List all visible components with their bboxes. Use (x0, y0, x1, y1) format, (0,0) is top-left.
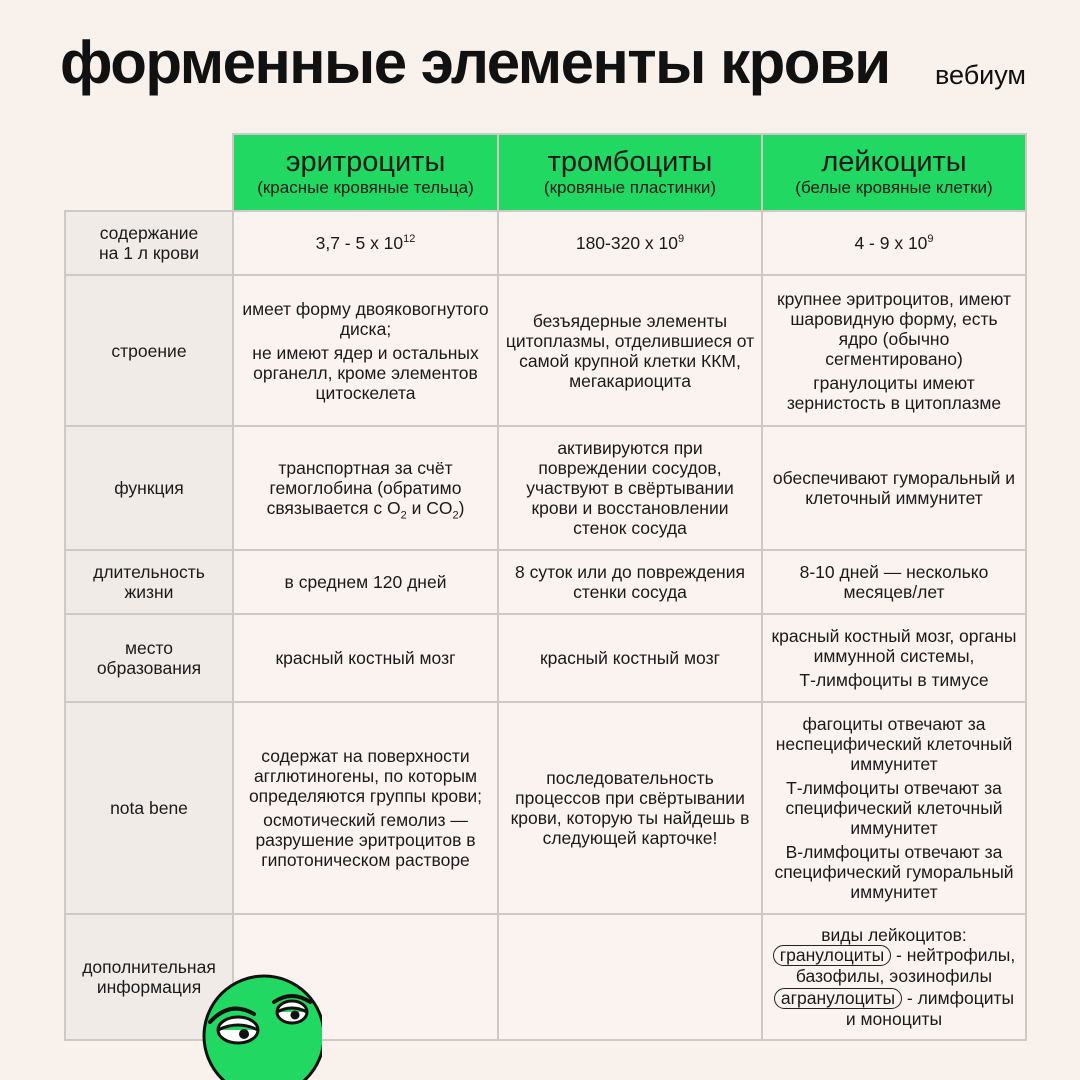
page-title: форменные элементы крови (60, 29, 890, 96)
cell-text: осмотический гемолиз — разрушение эритроцитов в гипотоническом растворе (255, 810, 476, 870)
row-label-line: содержание (99, 223, 199, 243)
agranulocytes-pill: агранулоциты (774, 988, 902, 1009)
mascot-face-icon (200, 972, 322, 1080)
cell-leu-origin (762, 614, 1026, 702)
subscript: 2 (452, 509, 459, 522)
cell-text: красный костный мозг, органы иммунной системы, (771, 626, 1017, 666)
cell-text: виды лейкоцитов: (821, 925, 967, 945)
cell-text: имеет форму двояковогнутого диска; (242, 298, 489, 339)
row-function (65, 426, 1026, 550)
cell-leu-notabene (762, 702, 1026, 914)
cell-thr-notabene: последовательность процессов при свёртывании крови, которую ты найдешь в следующей карточке! (498, 702, 762, 914)
cell-leu-extra (762, 914, 1026, 1040)
row-label-notabene: nota bene (65, 702, 233, 914)
cell-text: В-лимфоциты отвечают за специфический гуморальный иммунитет (774, 842, 1014, 902)
row-label-lifespan: длительность жизни (65, 550, 233, 614)
value-text: 3,7 - 5 x 10 (315, 233, 404, 253)
cell-thr-extra (498, 914, 762, 1040)
row-content (65, 211, 1026, 275)
cell-text: гранулоциты имеют зернистость в цитоплазме (786, 372, 1002, 413)
cell-text: безъядерные элементы цитоплазмы, отделившиеся от самой крупной клетки ККМ, мегакариоцита (505, 310, 755, 391)
row-structure (65, 275, 1026, 426)
cell-leu-lifespan: 8-10 дней — несколько месяцев/лет (762, 550, 1026, 614)
cell-thr-content (498, 211, 762, 275)
exponent: 12 (403, 233, 416, 246)
cell-thr-origin: красный костный мозг (498, 614, 762, 702)
table-corner (65, 134, 233, 211)
cell-text: Т-лимфоциты в тимусе (799, 670, 989, 690)
header-row (65, 134, 1026, 211)
row-notabene (65, 702, 1026, 914)
cell-text: ) (458, 498, 465, 518)
column-header-thrombocytes (498, 134, 762, 211)
subscript: 2 (400, 509, 407, 522)
cell-text: транспортная за счёт гемоглобина (обратимо связывается с O (266, 458, 462, 518)
cell-text: - лимфоциты и моноциты (845, 988, 1015, 1029)
column-title: лейкоциты (821, 146, 967, 178)
cell-leu-content (762, 211, 1026, 275)
cell-ery-lifespan: в среднем 120 дней (233, 550, 498, 614)
cell-ery-function (233, 426, 498, 550)
granulocytes-line (769, 945, 1019, 986)
brand-logo: вебиум (934, 60, 1026, 90)
cell-leu-function: обеспечивают гуморальный и клеточный иммунитет (762, 426, 1026, 550)
value-text: 180-320 x 10 (575, 233, 679, 253)
column-header-leukocytes (762, 134, 1026, 211)
row-label-content (65, 211, 233, 275)
column-subtitle: (красные кровяные тельца) (257, 178, 474, 197)
row-label-line: на 1 л крови (98, 243, 200, 263)
row-label-origin: место образования (65, 614, 233, 702)
cell-ery-structure (233, 275, 498, 426)
cell-text: содержат на поверхности агглютиногены, по которым определяются группы крови; (248, 746, 483, 806)
cell-thr-structure (498, 275, 762, 426)
blood-cells-table (64, 133, 1027, 1041)
row-origin (65, 614, 1026, 702)
agranulocytes-line (769, 988, 1019, 1029)
exponent: 9 (678, 233, 685, 246)
cell-ery-content (233, 211, 498, 275)
value-text: 4 - 9 x 10 (854, 233, 928, 253)
exponent: 9 (927, 233, 934, 246)
column-subtitle: (белые кровяные клетки) (795, 178, 993, 197)
cell-thr-lifespan: 8 суток или до повреждения стенки сосуда (498, 550, 762, 614)
row-lifespan (65, 550, 1026, 614)
granulocytes-pill: гранулоциты (773, 945, 891, 966)
row-label-structure: строение (65, 275, 233, 426)
column-header-erythrocytes (233, 134, 498, 211)
cell-text: фагоциты отвечают за неспецифический клеточный иммунитет (775, 714, 1013, 774)
cell-ery-notabene (233, 702, 498, 914)
cell-ery-origin: красный костный мозг (233, 614, 498, 702)
column-subtitle: (кровяные пластинки) (543, 178, 717, 197)
row-label-extra: дополнительная информация (65, 914, 233, 1040)
cell-text: Т-лимфоциты отвечают за специфический клеточный иммунитет (785, 778, 1003, 838)
cell-text: крупнее эритроцитов, имеют шаровидную форму, есть ядро (обычно сегментировано) (777, 288, 1011, 369)
column-title: эритроциты (285, 146, 446, 178)
cell-leu-structure (762, 275, 1026, 426)
cell-thr-function: активируются при повреждении сосудов, участвуют в свёртывании крови и восстановлении стенок сосуда (498, 426, 762, 550)
row-label-function: функция (65, 426, 233, 550)
cell-text: - нейтрофилы, базофилы, эозинофилы (795, 945, 1016, 986)
cell-text: не имеют ядер и остальных органелл, кроме элементов цитоскелета (252, 342, 479, 403)
cell-text: и CO (406, 498, 453, 518)
column-title: тромбоциты (547, 146, 713, 178)
